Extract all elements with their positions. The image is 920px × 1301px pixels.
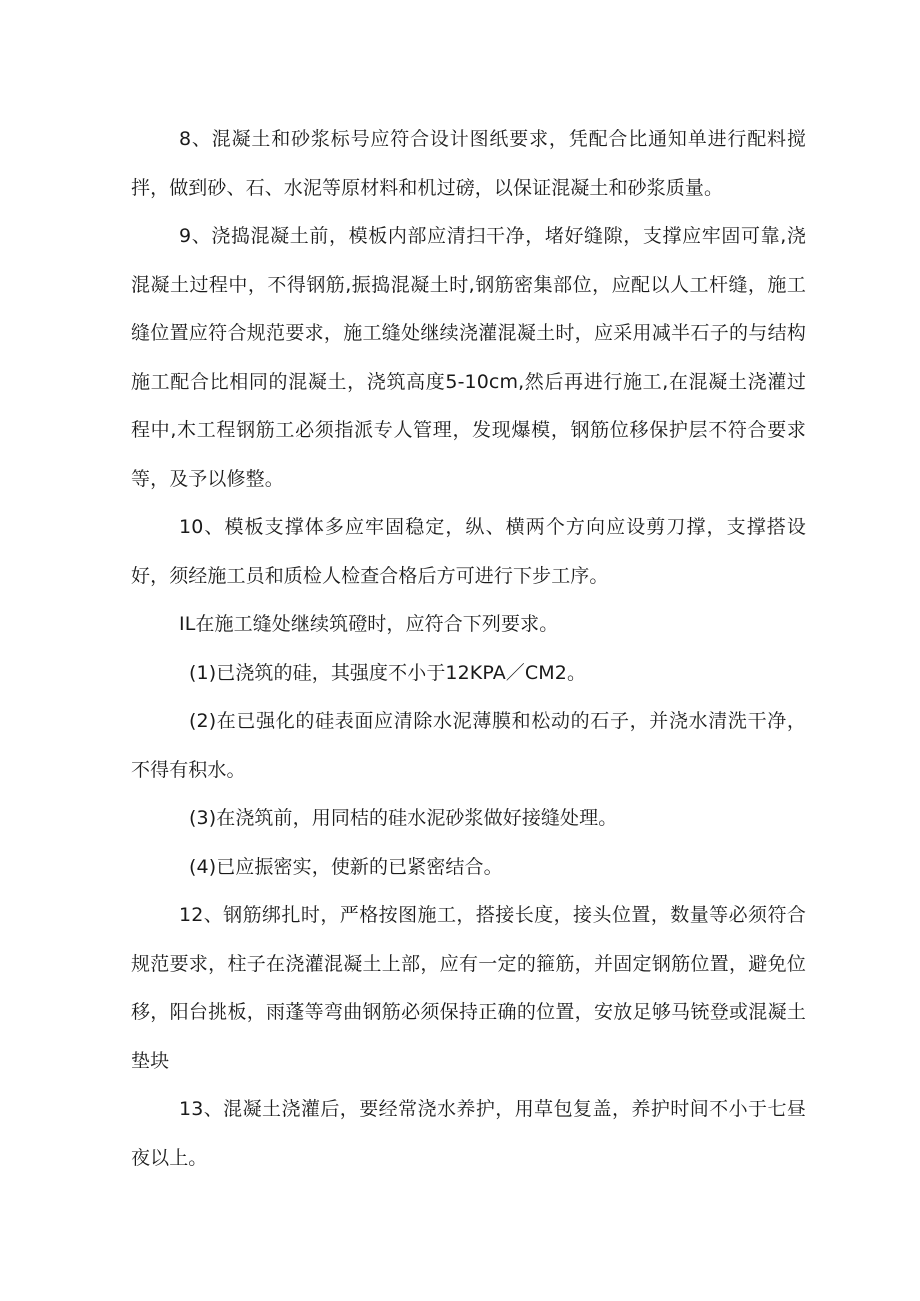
paragraph-item-10: 10、模板支撑体多应牢固稳定，纵、横两个方向应设剪刀撑，支撑搭设好，须经施工员和质检人检查合格后方可进行下步工序。 — [131, 516, 806, 587]
document-body — [131, 115, 806, 1182]
paragraph-item-13: 13、混凝土浇灌后，要经常浇水养护，用草包复盖，养护时间不小于七昼夜以上。 — [131, 1098, 806, 1169]
paragraph-item-11: IL在施工缝处继续筑磴时，应符合下列要求。 — [179, 613, 559, 635]
paragraph-item-12: 12、钢筋绑扎时，严格按图施工，搭接长度，接头位置，数量等必须符合规范要求，柱子在浇灌混凝土上部，应有一定的箍筋，并固定钢筋位置，避免位移，阳台挑板，雨蓬等弯曲钢筋必须保持正确的位置，安放足够马铳登或混凝土垫块 — [131, 904, 806, 1072]
sub-item-4: (4)已应振密实，使新的已紧密结合。 — [189, 855, 503, 878]
sub-item-1: (1)已浇筑的硅，其强度不小于12KPA／CM2。 — [189, 661, 587, 684]
paragraph-item-8: 8、混凝土和砂浆标号应符合设计图纸要求，凭配合比通知单进行配料搅拌，做到砂、石、水泥等原材料和机过磅，以保证混凝土和砂浆质量。 — [131, 128, 806, 199]
sub-item-2: (2)在已强化的硅表面应清除水泥薄膜和松动的石子，并浇水清洗干净，不得有积水。 — [131, 710, 806, 781]
sub-item-3: (3)在浇筑前，用同桔的硅水泥砂浆做好接缝处理。 — [189, 807, 618, 829]
paragraph-item-9: 9、浇捣混凝土前，模板内部应清扫干净，堵好缝隙，支撑应牢固可靠,浇混凝土过程中，不得钢筋,振捣混凝土时,钢筋密集部位，应配以人工杆缝，施工缝位置应符合规范要求，施工缝处继续浇灌混凝土时，应采用减半石子的与结构施工配合比相同的混凝土，浇筑高度5-10cm,然后再进行施工,在混凝土浇灌过程中,木工程钢筋工必须指派专人管理，发现爆模，钢筋位移保护层不符合要求等，及予以修整。 — [131, 225, 806, 490]
